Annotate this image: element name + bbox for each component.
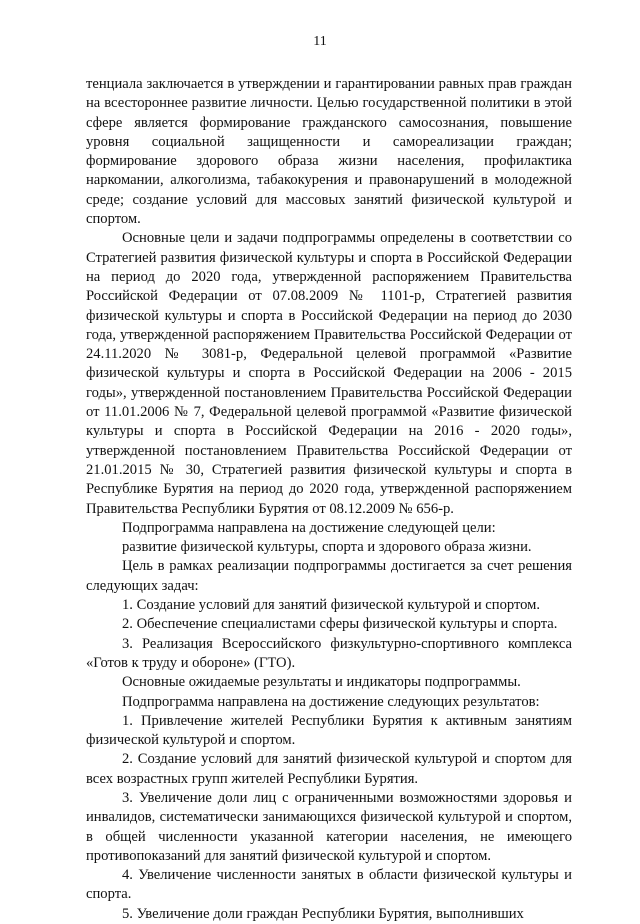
paragraph: Цель в рамках реализации подпрограммы достигается за счет решения следующих задач: (86, 558, 572, 594)
paragraph: 5. Увеличение доли граждан Республики Бурятия, выполнивших (122, 905, 524, 922)
page-number: 11 (313, 34, 327, 49)
paragraph: 3. Реализация Всероссийского физкультурно-спортивного комплекса «Готов к труду и обороне» (ГТО). (86, 635, 572, 671)
paragraph: 2. Создание условий для занятий физической культурой и спортом для всех возрастных групп жителей Республики Бурятия. (86, 751, 572, 787)
paragraph: 3. Увеличение доли лиц с ограниченными возможностями здоровья и инвалидов, систематически занимающихся физической культурой и спортом, в общей численности указанной категории населения, не имеющего противопоказаний для занятий физической культурой и спортом. (86, 789, 572, 864)
paragraph: 2. Обеспечение специалистами сферы физической культуры и спорта. (122, 616, 558, 633)
paragraph: тенциала заключается в утверждении и гарантировании равных прав граждан на всестороннее развитие личности. Целью государственной политики в этой сфере является формирование гражданского самосознания, повышение уровня социальной защищенности и самореализации граждан; формирование здорового образа жизни населения, профилактика наркомании, алкоголизма, табакокурения и правонарушений в молодежной среде; создание условий для массовых занятий физической культурой и спортом. (86, 76, 572, 228)
paragraph: Подпрограмма направлена на достижение следующих результатов: (122, 693, 540, 710)
paragraph: Основные цели и задачи подпрограммы определены в соответствии со Стратегией развития физической культуры и спорта в Российской Федерации на период до 2020 года, утвержденной распоряжением Правительства Российской Федерации от 07.08.2009 № 1101-р, Стратегией развития физической культуры и спорта в Российской Федерации на период до 2030 года, утвержденной распоряжением Правительства Российской Федерации от 24.11.2020 № 3081-р, Федеральной целевой программой «Развитие физической культуры и спорта в Российской Федерации на 2006 - 2015 годы», утвержденной постановлением Правительства Российской Федерации от 11.01.2006 № 7, Федеральной целевой программой «Развитие физической культуры и спорта в Российской Федерации на 2016 - 2020 годы», утвержденной постановлением Правительства Российской Федерации от 21.01.2015 № 30, Стратегией развития физической культуры и спорта в Республике Бурятия на период до 2020 года, утвержденной распоряжением Правительства Республики Бурятия от 08.12.2009 № 656-р. (86, 230, 572, 517)
paragraph: 1. Создание условий для занятий физической культурой и спортом. (122, 597, 541, 614)
document-body (86, 75, 572, 924)
paragraph: Основные ожидаемые результаты и индикаторы подпрограммы. (122, 674, 521, 691)
paragraph: 1. Привлечение жителей Республики Бурятия к активным занятиям физической культурой и спортом. (86, 712, 572, 749)
paragraph: Подпрограмма направлена на достижение следующей цели: (122, 519, 496, 536)
paragraph: 4. Увеличение численности занятых в области физической культуры и спорта. (86, 867, 572, 903)
paragraph: развитие физической культуры, спорта и здорового образа жизни. (122, 539, 532, 556)
